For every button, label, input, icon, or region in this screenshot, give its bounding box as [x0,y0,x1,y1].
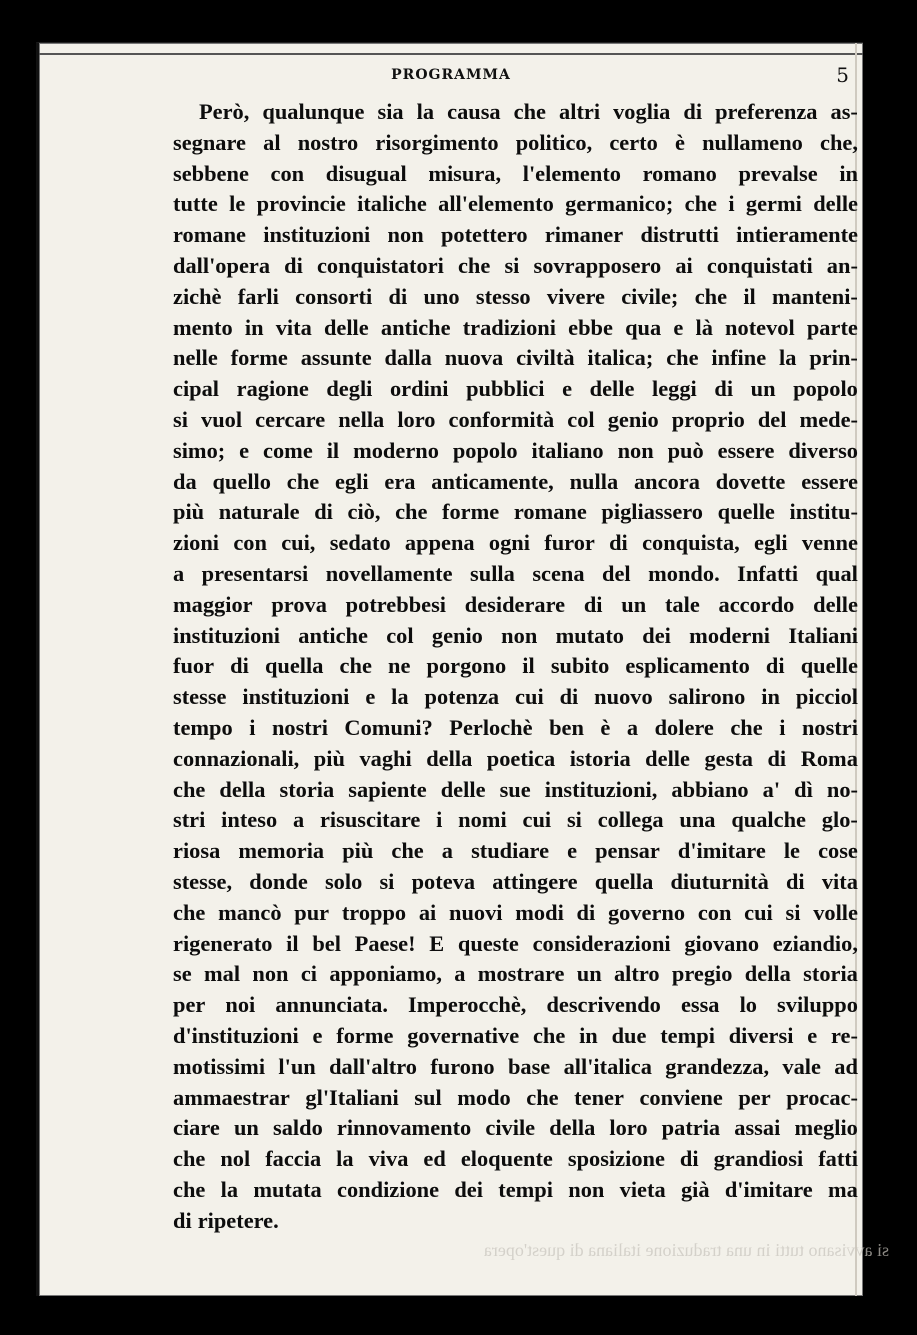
text-line: romane instituzioni non potettero rimaner distrutti intieramente [173,222,858,248]
text-line: cipal ragione degli ordini pubblici e delle leggi di un popolo [173,376,858,402]
page-header [39,63,863,91]
text-line: più naturale di ciò, che forme romane pigliassero quelle institu- [173,499,858,525]
text-line: connazionali, più vaghi della poetica istoria delle gesta di Roma [173,745,858,771]
text-line: tutte le provincie italiche all'elemento germanico; che i germi delle [173,191,858,217]
text-line: se mal non ci apponiamo, a mostrare un altro pregio della storia [173,961,858,987]
text-line: Però, qualunque sia la causa che altri voglia di preferenza as- [199,99,858,124]
text-line: si vuol cercare nella loro conformità col genio proprio del mede- [173,406,858,432]
text-line: da quello che egli era anticamente, nulla ancora dovette essere [173,468,858,494]
text-line: che della storia sapiente delle sue instituzioni, abbiano a' dì no- [173,776,858,802]
text-line: stesse instituzioni e la potenza cui di nuovo salirono in picciol [173,684,858,710]
text-line: mento in vita delle antiche tradizioni ebbe qua e là notevol parte [173,314,858,340]
text-line: stesse, donde solo si poteva attingere quella diuturnità di vita [173,868,858,894]
text-line: fuor di quella che ne porgono il subito esplicamento di quelle [173,653,858,679]
text-line: ammaestrar gl'Italiani sul modo che tener conviene per procac- [173,1084,858,1110]
text-line: tempo i nostri Comuni? Perlochè ben è a dolere che i nostri [173,714,858,740]
text-line: dall'opera di conquistatori che si sovrapposero ai conquistati an- [173,252,858,278]
text-line: che mancò pur troppo ai nuovi modi di governo con cui si volle [173,899,858,925]
text-line: che la mutata condizione dei tempi non vieta già d'imitare ma [173,1176,858,1202]
text-line: per noi annunciata. Imperocchè, descrivendo essa lo sviluppo [173,992,858,1018]
text-line: stri inteso a risuscitare i nomi cui si collega una qualche glo- [173,807,858,833]
text-line: instituzioni antiche col genio non mutato dei moderni Italiani [173,622,858,648]
text-line: simo; e come il moderno popolo italiano non può essere diverso [173,437,858,463]
text-line: nelle forme assunte dalla nuova civiltà italica; che infine la prin- [173,345,858,371]
page-number: 5 [836,63,849,87]
text-line: motissimi l'un dall'altro furono base all'italica grandezza, vale ad [173,1053,858,1079]
body-text [173,97,858,1236]
text-line: riosa memoria più che a studiare e pensar d'imitare le cose [173,838,858,864]
text-line: a presentarsi novellamente sulla scena del mondo. Infatti qual [173,560,858,586]
text-line: segnare al nostro risorgimento politico, certo è nullameno che, [173,129,858,155]
top-rule [39,53,863,55]
text-line: sebbene con disugual misura, l'elemento romano prevalse in [173,160,858,186]
text-line: rigenerato il bel Paese! E queste considerazioni giovano eziandio, [173,930,858,956]
text-line: zioni con cui, sedato appena ogni furor di conquista, egli venne [173,530,858,556]
text-line: d'instituzioni e forme governative che in due tempi diversi e re- [173,1022,858,1048]
text-line: ciare un saldo rinnovamento civile della loro patria assai meglio [173,1115,858,1141]
running-title: PROGRAMMA [391,67,511,83]
text-line: di ripetere. [173,1207,279,1233]
bleed-through-text: si avvisano tutti in una traduzione italiana di quest'opera [483,1240,889,1260]
text-line: maggior prova potrebbesi desiderare di un tale accordo delle [173,591,858,617]
text-line: zichè farli consorti di uno stesso vivere civile; che il manteni- [173,283,858,309]
text-line: che nol faccia la viva ed eloquente sposizione di grandiosi fatti [173,1146,858,1172]
book-page [36,42,889,1296]
